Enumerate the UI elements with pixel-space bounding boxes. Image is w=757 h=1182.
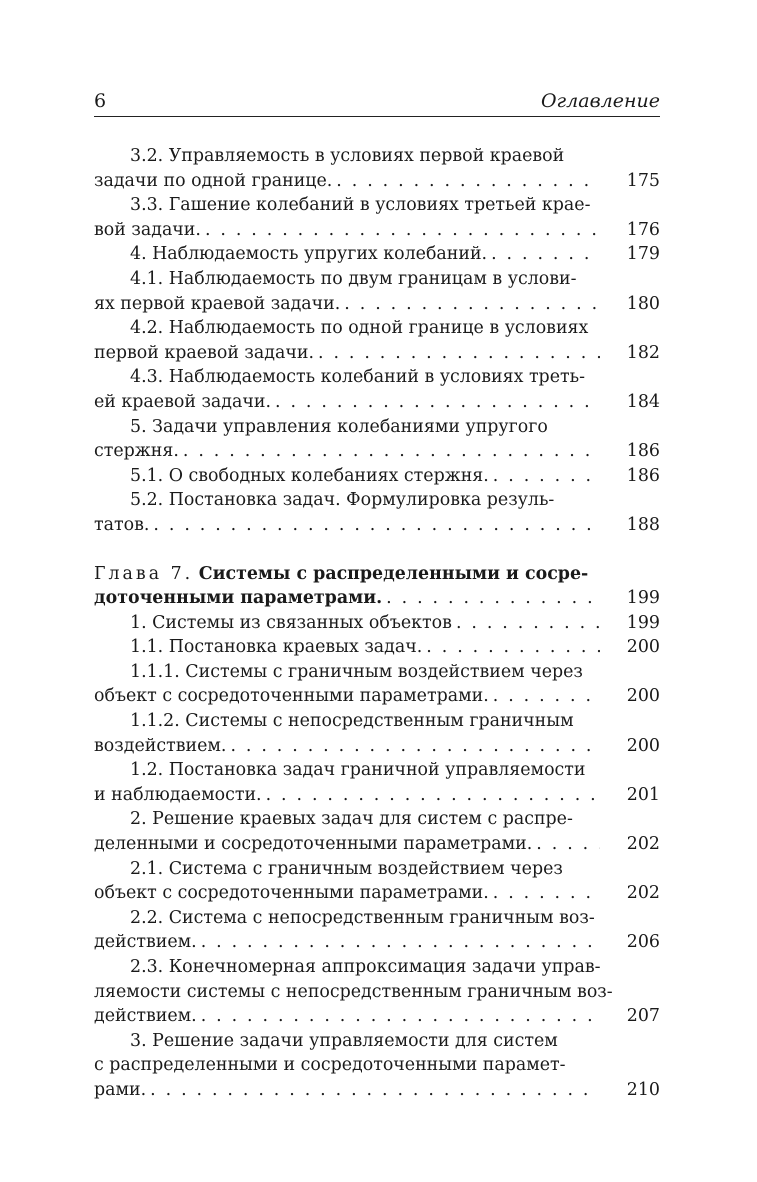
toc-entry-text: первой краевой задачи.	[94, 342, 314, 363]
toc-page-number: 184	[626, 391, 660, 412]
leader-dots	[336, 169, 600, 194]
toc-entry-text: объект с сосредоточенными параметрами.	[94, 686, 489, 707]
chapter-title: Системы с распределенными и сосре-	[198, 563, 589, 584]
toc-page-number: 176	[626, 219, 660, 240]
toc-page-number: 186	[626, 441, 660, 462]
leader-dots	[386, 586, 600, 611]
toc-entry-text: 3.3. Гашение колебаний в условиях третьей крае-	[130, 195, 591, 216]
toc-entry	[94, 660, 660, 709]
leader-dots	[344, 292, 600, 317]
toc-entry	[94, 635, 660, 660]
toc-entry	[94, 267, 660, 316]
toc-entry	[94, 144, 660, 193]
toc-entry-text: 3. Решение задачи управляемости для систем	[130, 1030, 558, 1051]
toc-entry-text: 5.1. О свободных колебаниях стержня.	[130, 465, 489, 486]
toc-entry-text: 3.2. Управляемость в условиях первой краевой	[130, 146, 565, 166]
leader-dots	[205, 218, 600, 243]
leader-dots	[153, 513, 600, 538]
leader-dots	[266, 783, 600, 808]
chapter-label: Глава 7.	[94, 563, 194, 584]
leader-dots	[275, 390, 600, 415]
running-title: Оглавление	[540, 90, 660, 112]
toc-page-number: 201	[626, 784, 660, 805]
toc-entry-text: действием.	[94, 1006, 197, 1027]
toc-page-number: 199	[626, 588, 660, 609]
toc-page-number: 206	[626, 932, 660, 953]
page-number: 6	[94, 90, 107, 112]
toc-entry-text: 2.3. Конечномерная аппроксимация задачи управ-	[130, 957, 601, 977]
table-of-contents	[94, 144, 660, 1103]
toc-entry-text: 2. Решение краевых задач для систем с распре-	[130, 809, 573, 830]
leader-dots	[493, 464, 600, 489]
toc-page-number: 207	[626, 1006, 660, 1027]
toc-entry-text: 5.2. Постановка задач. Формулировка резуль-	[130, 490, 555, 511]
toc-entry-text: ляемости системы с непосредственным граничным воз-	[94, 981, 613, 1002]
leader-dots	[183, 439, 600, 464]
toc-page-number: 182	[626, 342, 660, 363]
toc-entry	[94, 709, 660, 758]
toc-entry-text: 2.1. Система с граничным воздействием через	[130, 858, 563, 879]
toc-entry	[94, 758, 660, 807]
toc-entry	[94, 488, 660, 537]
toc-entry-text: вой задачи.	[94, 219, 201, 240]
toc-page-number: 199	[626, 612, 660, 633]
running-header	[94, 88, 660, 117]
toc-page-number: 188	[626, 514, 660, 535]
toc-entry	[94, 906, 660, 955]
leader-dots	[150, 1078, 600, 1103]
toc-entry-text: 4. Наблюдаемость упругих колебаний.	[130, 244, 488, 265]
chapter-heading	[94, 562, 660, 611]
leader-dots	[493, 881, 600, 906]
toc-entry	[94, 857, 660, 906]
toc-entry-text: 1.1. Постановка краевых задач.	[130, 637, 423, 658]
toc-entry	[94, 316, 660, 365]
toc-entry-text: и наблюдаемости.	[94, 784, 262, 805]
toc-entry	[94, 1029, 660, 1103]
leader-dots	[426, 635, 600, 660]
toc-entry	[94, 807, 660, 856]
toc-entry	[94, 193, 660, 242]
toc-entry	[94, 464, 660, 489]
toc-entry-text: 1. Системы из связанных объектов	[130, 612, 452, 633]
toc-entry-text: стержня.	[94, 441, 179, 462]
leader-dots	[318, 341, 600, 366]
leader-dots	[456, 611, 600, 636]
toc-page-number: 180	[626, 293, 660, 314]
toc-entry-text: 1.1.1. Системы с граничным воздействием через	[130, 661, 583, 682]
toc-entry	[94, 955, 660, 1029]
toc-entry-text: татов.	[94, 514, 150, 535]
leader-dots	[491, 242, 600, 267]
toc-entry-text: 4.2. Наблюдаемость по одной границе в условиях	[130, 318, 589, 339]
leader-dots	[493, 684, 600, 709]
toc-page-number: 179	[626, 244, 660, 265]
toc-entry	[94, 365, 660, 414]
toc-entry-text: 4.1. Наблюдаемость по двум границам в услови-	[130, 268, 577, 289]
toc-entry-text: 1.2. Постановка задач граничной управляемости	[130, 760, 586, 781]
toc-entry	[94, 415, 660, 464]
toc-entry	[94, 242, 660, 267]
toc-page-number: 200	[626, 686, 660, 707]
toc-entry-text: объект с сосредоточенными параметрами.	[94, 883, 489, 904]
toc-entry-text: деленными и сосредоточенными параметрами.	[94, 834, 533, 855]
toc-entry-text: 5. Задачи управления колебаниями упругого	[130, 416, 548, 437]
toc-entry-text: задачи по одной границе.	[94, 170, 333, 191]
toc-entry-text: рами.	[94, 1079, 147, 1100]
toc-entry-text: действием.	[94, 932, 197, 953]
toc-entry-text: воздействием.	[94, 735, 227, 756]
toc-entry-text: с распределенными и сосредоточенными парамет-	[94, 1055, 566, 1076]
toc-page-number: 186	[626, 465, 660, 486]
toc-entry-text: 2.2. Система с непосредственным граничным воз-	[130, 907, 595, 928]
toc-entry-text: 1.1.2. Системы с непосредственным граничным	[130, 711, 574, 732]
toc-page-number: 200	[626, 735, 660, 756]
toc-page-number: 202	[626, 883, 660, 904]
toc-page-number: 175	[626, 170, 660, 191]
toc-entry-text: ях первой краевой задачи.	[94, 293, 341, 314]
leader-dots	[201, 1004, 600, 1029]
leader-dots	[230, 734, 600, 759]
leader-dots	[201, 930, 600, 955]
toc-entry-text: 4.3. Наблюдаемость колебаний в условиях треть-	[130, 367, 585, 388]
toc-entry-text: ей краевой задачи.	[94, 391, 271, 412]
toc-page-number: 200	[626, 637, 660, 658]
leader-dots	[536, 832, 600, 857]
toc-page-number: 210	[626, 1079, 660, 1100]
toc-page-number: 202	[626, 834, 660, 855]
chapter-title: доточенными параметрами.	[94, 588, 383, 609]
toc-entry	[94, 611, 660, 636]
